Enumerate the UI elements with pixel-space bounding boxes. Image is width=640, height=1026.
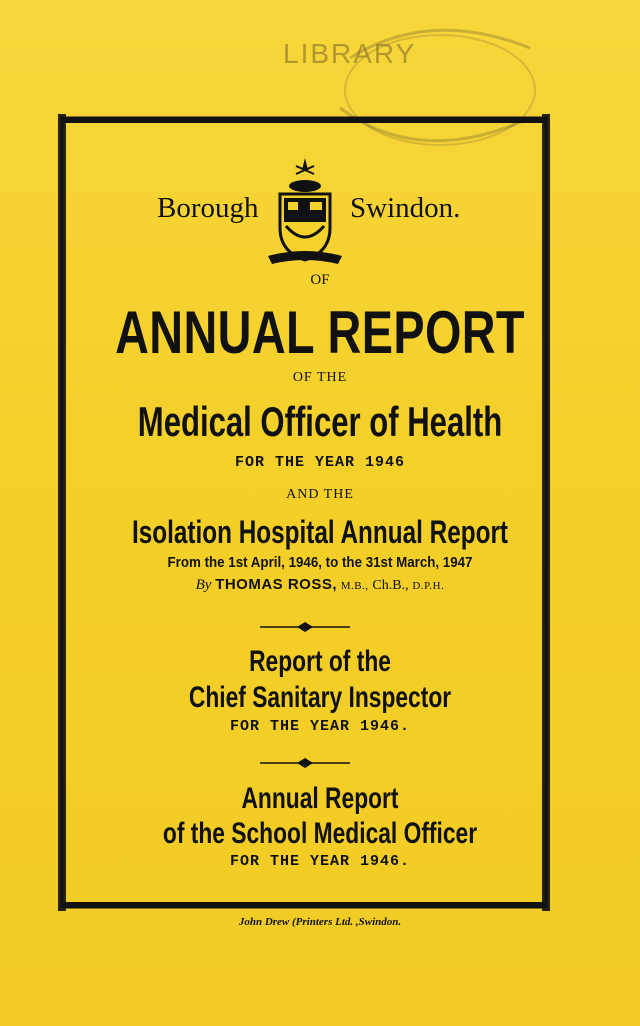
coat-of-arms-icon: [266, 156, 344, 268]
page-title: ANNUAL REPORT: [115, 299, 525, 366]
library-stamp-text: LIBRARY: [283, 38, 417, 69]
of-the-label: OF THE: [292, 370, 348, 385]
by-label: By: [195, 577, 212, 593]
subject-title: Medical Officer of Health: [137, 398, 503, 445]
school-title-line1: Annual Report: [241, 782, 399, 815]
of-label: OF: [310, 272, 330, 288]
borough-label: Borough: [157, 192, 259, 224]
isolation-title: Isolation Hospital Annual Report: [131, 514, 509, 550]
ornament-divider: [260, 756, 350, 768]
degree-chb: Ch.B.,: [372, 578, 409, 593]
period-line: From the 1st April, 1946, to the 31st March, 1947: [167, 555, 473, 571]
ornament-divider: [260, 620, 350, 632]
year-line: FOR THE YEAR 1946: [234, 454, 406, 471]
degree-mb: M.B.,: [340, 580, 369, 592]
school-year: FOR THE YEAR 1946.: [229, 853, 411, 870]
swindon-label: Swindon.: [350, 192, 461, 224]
printer-imprint: John Drew (Printers Ltd. ,Swindon.: [238, 916, 402, 928]
sanitary-title-line1: Report of the: [249, 645, 391, 678]
author-name: THOMAS ROSS,: [215, 576, 338, 593]
author-line: [0, 576, 640, 594]
degree-dph: D.P.H.: [412, 580, 445, 592]
and-the-label: AND THE: [286, 487, 354, 502]
school-title-line2: of the School Medical Officer: [162, 817, 478, 850]
sanitary-title-line2: Chief Sanitary Inspector: [188, 681, 452, 714]
sanitary-year: FOR THE YEAR 1946.: [229, 718, 411, 735]
